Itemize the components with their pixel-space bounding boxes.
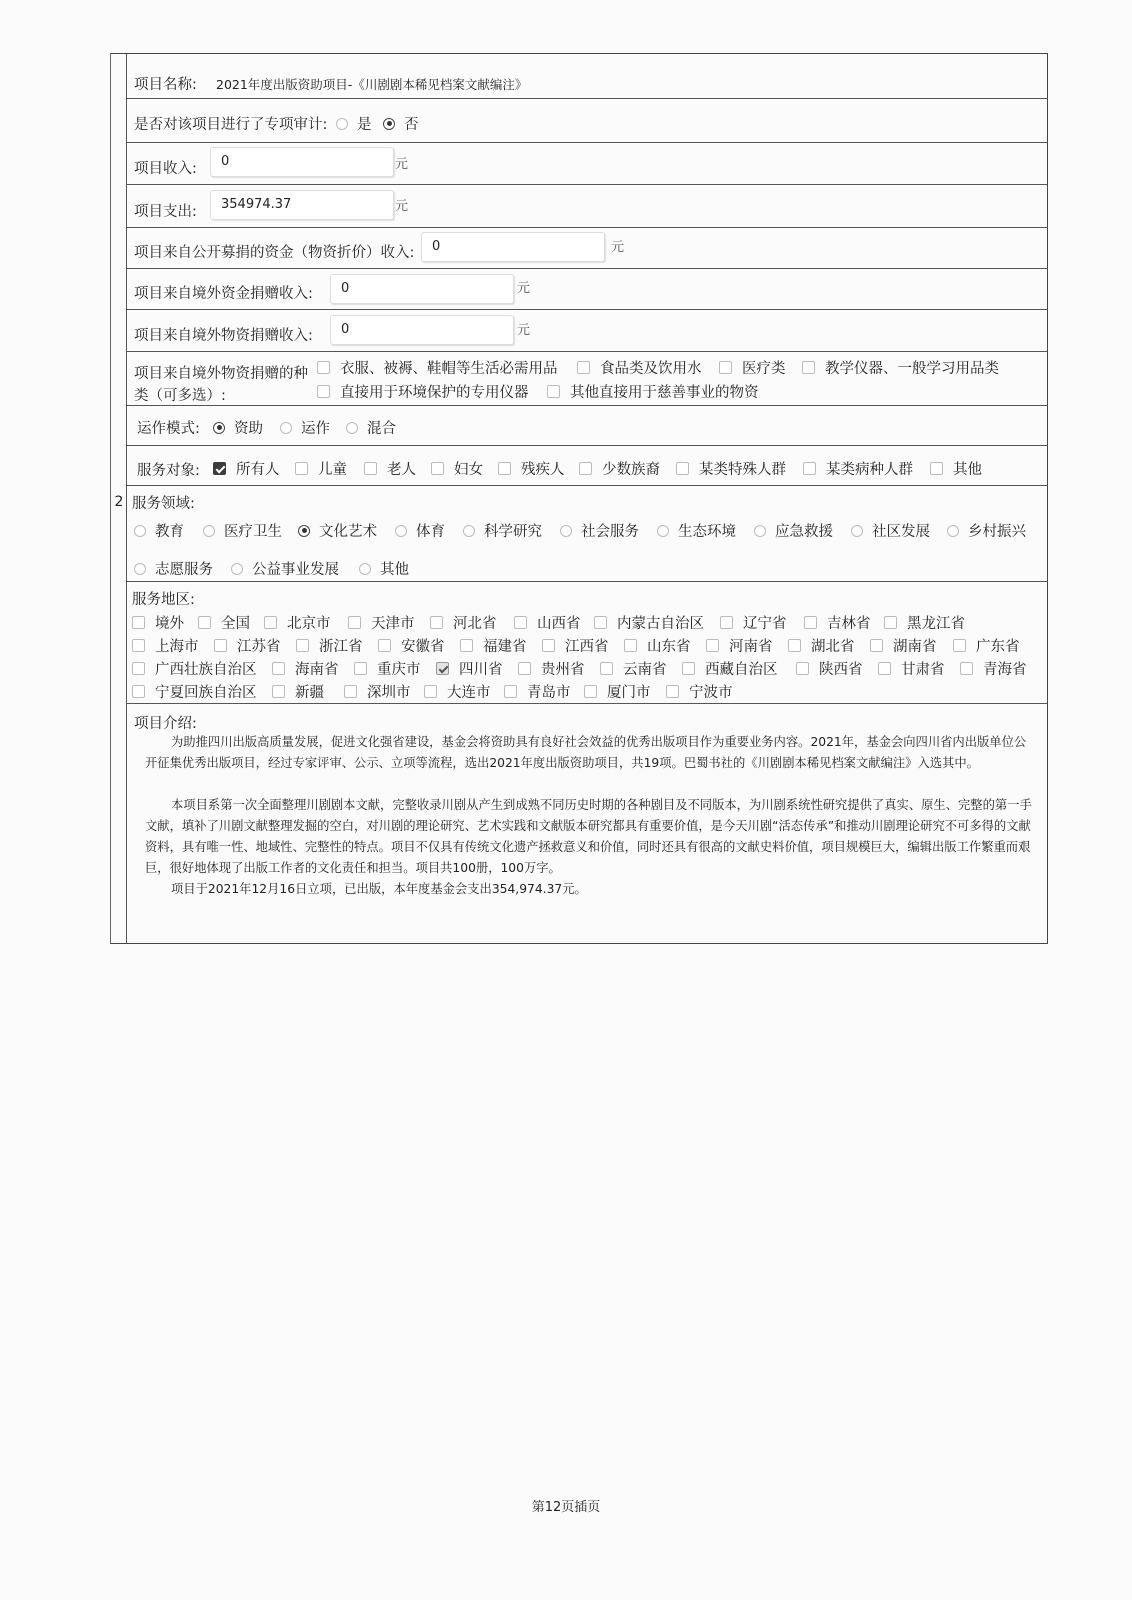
region-option-label: 海南省	[295, 662, 339, 678]
checkbox-icon	[460, 639, 473, 652]
checkbox-icon	[953, 639, 966, 652]
checkbox-icon	[504, 685, 517, 698]
regions-label: 服务地区:	[132, 592, 195, 608]
checkbox-icon	[666, 685, 679, 698]
checkbox-icon	[132, 662, 145, 675]
checkbox-icon	[364, 462, 377, 475]
radio-icon	[134, 563, 146, 575]
field-option-social-service[interactable]: 社会服务	[560, 520, 639, 541]
checkbox-icon	[600, 662, 613, 675]
region-option-label: 厦门市	[607, 685, 651, 701]
field-option-culture-art[interactable]: 文化艺术	[298, 520, 377, 541]
overseas-fund-label: 项目来自境外资金捐赠收入:	[134, 286, 313, 302]
expense-label: 项目支出:	[134, 204, 197, 220]
audit-option-no[interactable]: 否	[383, 113, 419, 134]
targets-row	[127, 446, 1047, 486]
intro-paragraph-1: 为助推四川出版高质量发展，促进文化强省建设，基金会将资助具有良好社会效益的优秀出版项目作为重要业务内容。2021年，基金会向四川省内出版单位公开征集优秀出版项目，经过专家评审、公示、立项等流程，选出2021年度出版资助项目，共19项。巴蜀书社的《川剧剧本稀见档案文献编注》入选其中。	[145, 735, 1027, 770]
region-option-label: 内蒙古自治区	[617, 616, 704, 632]
region-option[interactable]	[788, 635, 855, 656]
region-option-label: 云南省	[623, 662, 667, 678]
region-option-label: 山西省	[537, 616, 581, 632]
target-option-elderly[interactable]: 老人	[364, 458, 416, 479]
region-option-label: 青海省	[983, 662, 1027, 678]
region-option-label: 甘肃省	[901, 662, 945, 678]
goods-option-daily-necessities[interactable]: 衣服、被褥、鞋帽等生活必需用品	[317, 357, 558, 378]
region-option[interactable]	[132, 612, 184, 633]
checkbox-icon	[796, 662, 809, 675]
radio-icon	[560, 525, 572, 537]
project-name-row	[127, 54, 1047, 99]
checkbox-icon	[317, 361, 330, 374]
expense-input[interactable]: 354974.37	[210, 190, 394, 220]
checkbox-icon	[295, 462, 308, 475]
region-option-label: 北京市	[287, 616, 331, 632]
region-option[interactable]	[132, 635, 199, 656]
checkbox-icon	[132, 616, 145, 629]
region-option-label: 重庆市	[377, 662, 421, 678]
income-label: 项目收入:	[134, 161, 197, 177]
checkbox-icon	[706, 639, 719, 652]
region-option[interactable]	[624, 635, 691, 656]
checkbox-icon	[214, 639, 227, 652]
checkbox-icon	[431, 462, 444, 475]
income-input[interactable]: 0	[210, 147, 394, 177]
checkbox-icon	[676, 462, 689, 475]
region-option-label: 河北省	[453, 616, 497, 632]
region-option-label: 安徽省	[401, 639, 445, 655]
region-option[interactable]	[354, 658, 421, 679]
checkbox-icon	[788, 639, 801, 652]
overseas-fund-unit: 元	[517, 281, 531, 296]
region-option-label: 宁波市	[689, 685, 733, 701]
field-option-volunteer[interactable]: 志愿服务	[134, 558, 213, 579]
checkbox-icon	[498, 462, 511, 475]
region-option[interactable]	[272, 658, 339, 679]
region-option[interactable]	[594, 612, 704, 633]
checkbox-icon	[272, 685, 285, 698]
region-option-label: 大连市	[447, 685, 491, 701]
checkbox-icon	[960, 662, 973, 675]
radio-icon	[134, 525, 146, 537]
project-name-label: 项目名称:	[134, 77, 197, 93]
radio-icon	[851, 525, 863, 537]
checkbox-icon	[317, 385, 330, 398]
radio-selected-icon	[213, 422, 225, 434]
checkbox-icon	[804, 616, 817, 629]
radio-icon	[203, 525, 215, 537]
operation-label: 运作模式:	[137, 421, 200, 437]
target-option-disease-group[interactable]: 某类病种人群	[803, 458, 913, 479]
region-option[interactable]	[296, 635, 363, 656]
goods-option-environmental[interactable]: 直接用于环境保护的专用仪器	[317, 381, 529, 402]
form-content	[127, 54, 1047, 943]
region-option[interactable]	[514, 612, 581, 633]
region-option[interactable]	[884, 612, 965, 633]
checkbox-icon	[424, 685, 437, 698]
region-option[interactable]	[796, 658, 863, 679]
radio-selected-icon	[383, 118, 395, 130]
goods-types-label-line2: 类（可多选）:	[134, 388, 226, 404]
checkbox-icon	[542, 639, 555, 652]
public-fund-input[interactable]: 0	[421, 232, 605, 262]
income-row	[127, 143, 1047, 185]
checkbox-icon	[720, 616, 733, 629]
public-fund-row	[127, 228, 1047, 269]
field-option-education[interactable]: 教育	[134, 520, 184, 541]
project-name-value: 2021年度出版资助项目-《川剧剧本稀见档案文献编注》	[216, 77, 528, 92]
target-option-disabled[interactable]: 残疾人	[498, 458, 565, 479]
radio-icon	[359, 563, 371, 575]
region-option-label: 新疆	[295, 685, 324, 701]
checkbox-icon	[272, 662, 285, 675]
row-number-column	[111, 54, 127, 943]
checkbox-icon	[296, 639, 309, 652]
region-option[interactable]	[870, 635, 937, 656]
checkbox-icon	[884, 616, 897, 629]
region-option-label: 四川省	[459, 662, 503, 678]
region-option[interactable]	[878, 658, 945, 679]
region-option[interactable]	[706, 635, 773, 656]
region-option-label: 吉林省	[827, 616, 871, 632]
intro-label: 项目介绍:	[134, 716, 197, 732]
region-option[interactable]	[198, 612, 250, 633]
region-option-label: 上海市	[155, 639, 199, 655]
region-option[interactable]	[132, 658, 257, 679]
checkbox-icon	[132, 639, 145, 652]
audit-label: 是否对该项目进行了专项审计:	[134, 117, 328, 133]
overseas-goods-label: 项目来自境外物资捐赠收入:	[134, 328, 313, 344]
intro-paragraph-2: 本项目系第一次全面整理川剧剧本文献，完整收录川剧从产生到成熟不同历史时期的各种剧目及不同版本，为川剧系统性研究提供了真实、原生、完整的第一手文献，填补了川剧文献整理发掘的空白，对川剧的理论研究、艺术实践和文献版本研究都具有重要价值，是今天川剧“活态传承”和推动川剧理论研究不可多得的文献资料，具有唯一性、地域性、完整性的特点。项目不仅具有传统文化遗产拯救意义和价值，同时还具有很高的文献史料价值，项目规模巨大，编辑出版工作繁重而艰巨，很好地体现了出版工作者的文化责任和担当。项目共100册，100万字。	[145, 798, 1032, 875]
field-option-emergency[interactable]: 应急救援	[754, 520, 833, 541]
checkbox-icon	[579, 462, 592, 475]
goods-option-food[interactable]: 食品类及饮用水	[577, 357, 702, 378]
goods-option-other-charity[interactable]: 其他直接用于慈善事业的物资	[547, 381, 759, 402]
field-option-public-welfare[interactable]: 公益事业发展	[231, 558, 339, 579]
page-footer: 第12页插页	[531, 1500, 601, 1515]
radio-selected-icon	[298, 525, 310, 537]
region-option-label: 河南省	[729, 639, 773, 655]
region-option-label: 广东省	[976, 639, 1020, 655]
region-option-label: 浙江省	[319, 639, 363, 655]
checkbox-icon	[803, 462, 816, 475]
region-option[interactable]	[424, 681, 491, 702]
region-option[interactable]	[348, 612, 415, 633]
region-option[interactable]	[682, 658, 778, 679]
region-option-label: 黑龙江省	[907, 616, 965, 632]
radio-icon	[231, 563, 243, 575]
operation-row	[127, 406, 1047, 446]
region-option[interactable]	[272, 681, 324, 702]
target-option-ethnic-minority[interactable]: 少数族裔	[579, 458, 660, 479]
target-option-women[interactable]: 妇女	[431, 458, 483, 479]
region-option-label: 境外	[155, 616, 184, 632]
region-option[interactable]	[430, 612, 497, 633]
region-option[interactable]	[264, 612, 331, 633]
expense-unit: 元	[395, 199, 409, 214]
checkbox-icon	[354, 662, 367, 675]
operation-option-mixed[interactable]: 混合	[346, 417, 396, 438]
income-unit: 元	[395, 157, 409, 172]
targets-label: 服务对象:	[137, 463, 200, 479]
target-option-children[interactable]: 儿童	[295, 458, 347, 479]
checkbox-checked-icon	[213, 462, 226, 475]
checkbox-icon	[547, 385, 560, 398]
region-option-label: 陕西省	[819, 662, 863, 678]
checkbox-icon	[378, 639, 391, 652]
overseas-goods-unit: 元	[517, 323, 531, 338]
region-option[interactable]	[666, 681, 733, 702]
project-form	[110, 53, 1048, 944]
checkbox-icon	[344, 685, 357, 698]
public-fund-label: 项目来自公开募捐的资金（物资折价）收入:	[134, 245, 415, 261]
region-option-label: 贵州省	[541, 662, 585, 678]
region-option-label: 江苏省	[237, 639, 281, 655]
region-option[interactable]	[542, 635, 609, 656]
regions-row	[127, 582, 1047, 704]
audit-row	[127, 99, 1047, 143]
checkbox-icon	[719, 361, 732, 374]
intro-row	[127, 704, 1047, 943]
radio-icon	[395, 525, 407, 537]
row-number: 2	[114, 494, 124, 510]
region-option[interactable]	[132, 681, 257, 702]
region-option-label: 湖北省	[811, 639, 855, 655]
field-option-sports[interactable]: 体育	[395, 520, 445, 541]
region-option[interactable]	[214, 635, 281, 656]
region-option-label: 广西壮族自治区	[155, 662, 257, 678]
region-option-label: 福建省	[483, 639, 527, 655]
region-option-label: 西藏自治区	[705, 662, 778, 678]
operation-option-grant[interactable]: 资助	[213, 417, 263, 438]
goods-option-teaching[interactable]: 教学仪器、一般学习用品类	[802, 357, 999, 378]
region-option[interactable]	[378, 635, 445, 656]
region-option[interactable]	[504, 681, 571, 702]
checkbox-icon	[518, 662, 531, 675]
region-option[interactable]	[518, 658, 585, 679]
target-option-special-group[interactable]: 某类特殊人群	[676, 458, 786, 479]
checkbox-icon	[624, 639, 637, 652]
checkbox-icon	[930, 462, 943, 475]
region-option[interactable]	[804, 612, 871, 633]
overseas-fund-input[interactable]: 0	[330, 274, 514, 304]
field-option-rural[interactable]: 乡村振兴	[947, 520, 1026, 541]
checkbox-icon	[594, 616, 607, 629]
region-option[interactable]	[600, 658, 667, 679]
field-option-science[interactable]: 科学研究	[463, 520, 542, 541]
field-option-community[interactable]: 社区发展	[851, 520, 930, 541]
fields-label: 服务领域:	[132, 496, 195, 512]
checkbox-icon	[264, 616, 277, 629]
checkbox-icon	[802, 361, 815, 374]
field-option-other[interactable]: 其他	[359, 558, 409, 579]
region-option-label: 湖南省	[893, 639, 937, 655]
checkbox-icon	[514, 616, 527, 629]
checkbox-icon	[198, 616, 211, 629]
radio-icon	[657, 525, 669, 537]
radio-icon	[947, 525, 959, 537]
region-option-label: 山东省	[647, 639, 691, 655]
target-option-everyone[interactable]: 所有人	[213, 458, 280, 479]
audit-option-yes[interactable]: 是	[336, 113, 372, 134]
radio-icon	[336, 118, 348, 130]
region-option-label: 青岛市	[527, 685, 571, 701]
region-option[interactable]	[960, 658, 1027, 679]
expense-row	[127, 185, 1047, 228]
goods-types-label-line1: 项目来自境外物资捐赠的种	[134, 366, 308, 382]
checkbox-icon	[348, 616, 361, 629]
checkbox-checked-icon	[436, 662, 449, 675]
overseas-goods-input[interactable]: 0	[330, 315, 514, 345]
intro-paragraph-3: 项目于2021年12月16日立项，已出版，本年度基金会支出354,974.37元。	[171, 882, 587, 896]
checkbox-icon	[682, 662, 695, 675]
region-option[interactable]	[584, 681, 651, 702]
checkbox-icon	[870, 639, 883, 652]
region-option[interactable]	[344, 681, 411, 702]
fields-row	[127, 486, 1047, 582]
region-option-label: 天津市	[371, 616, 415, 632]
goods-option-medical[interactable]: 医疗类	[719, 357, 786, 378]
overseas-fund-row	[127, 269, 1047, 310]
radio-icon	[346, 422, 358, 434]
checkbox-icon	[577, 361, 590, 374]
checkbox-icon	[878, 662, 891, 675]
region-option[interactable]	[436, 658, 503, 679]
region-option[interactable]	[720, 612, 787, 633]
public-fund-unit: 元	[611, 240, 625, 255]
region-option-label: 江西省	[565, 639, 609, 655]
overseas-goods-row	[127, 310, 1047, 352]
target-option-other[interactable]: 其他	[930, 458, 982, 479]
field-option-ecology[interactable]: 生态环境	[657, 520, 736, 541]
radio-icon	[754, 525, 766, 537]
radio-icon	[463, 525, 475, 537]
checkbox-icon	[584, 685, 597, 698]
region-option-label: 宁夏回族自治区	[155, 685, 257, 701]
radio-icon	[280, 422, 292, 434]
field-option-medical[interactable]: 医疗卫生	[203, 520, 282, 541]
region-option[interactable]	[460, 635, 527, 656]
region-option-label: 辽宁省	[743, 616, 787, 632]
region-option-label: 深圳市	[367, 685, 411, 701]
region-option-label: 全国	[221, 616, 250, 632]
operation-option-operate[interactable]: 运作	[280, 417, 330, 438]
region-option[interactable]	[953, 635, 1020, 656]
goods-types-row	[127, 352, 1047, 406]
checkbox-icon	[430, 616, 443, 629]
checkbox-icon	[132, 685, 145, 698]
